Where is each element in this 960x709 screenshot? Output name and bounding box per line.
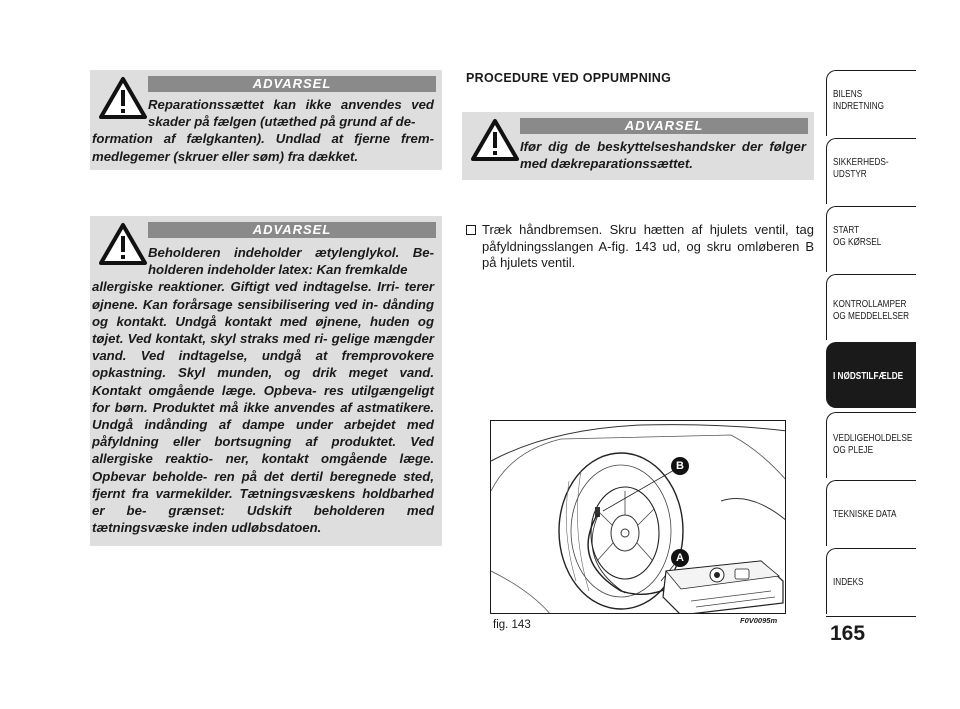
- tab-label: OG KØRSEL: [833, 237, 882, 248]
- tab-label: OG MEDDELELSER: [833, 311, 910, 322]
- tab-start-og-korsel[interactable]: [826, 206, 916, 272]
- tab-label: VEDLIGEHOLDELSE: [833, 433, 913, 444]
- checkbox-bullet-icon: [466, 225, 476, 235]
- section-title: PROCEDURE VED OPPUMPNING: [466, 71, 672, 85]
- warning-body: allergiske reaktioner. Giftigt ved indtagelse. Irri- terer øjnene. Kan forårsage sensibilisering ved in- dånding og kontakt. Undgå kontakt med øjnene, huden og tøjet. Ved kontakt, skyl straks med ri- gelige mængder vand. Ved indtagelse, undgå at fremprovokere opkastning. Skyl munden, og drik meget vand. Kontakt omgående læge. Opbeva- res utilgængeligt for børn. Produktet må ikke anvendes af astmatikere. Undgå indånding af dampe under arbejdet med påfyldning eller bortsugning af produktet. Ved allergiske reaktio- ner, kontakt omgående læge. Opbevar beholde- ren på det dertil beregnede sted, fjernt fra varmekilder. Tætningsvæskens holdbarhed er be- grænset: Udskift beholderen med tætningsvæske inden udløbsdatoen.: [92, 279, 434, 536]
- warning-lead: Ifør dig de beskyttelseshandsker der følger med dækreparationssættet.: [520, 139, 806, 172]
- tabs-bottom-rule: [826, 616, 916, 617]
- callout-a: [671, 549, 689, 567]
- warning-text: [90, 96, 434, 165]
- tab-label: OG PLEJE: [833, 445, 874, 456]
- tab-label: INDRETNING: [833, 101, 885, 112]
- warning-heading: ADVARSEL: [148, 76, 436, 92]
- tab-label: INDEKS: [833, 577, 864, 588]
- tab-kontrollamper[interactable]: [826, 274, 916, 340]
- callout-a-label: A: [676, 552, 684, 564]
- tyre-compressor-illustration: [491, 421, 786, 614]
- warning-heading: ADVARSEL: [520, 118, 808, 134]
- tab-label: I NØDSTILFÆLDE: [833, 371, 904, 382]
- tab-sikkerhedsudstyr[interactable]: [826, 138, 916, 204]
- warning-text: [520, 138, 806, 172]
- tab-label: SIKKERHEDS-: [833, 157, 889, 168]
- warning-lead: Reparationssættet kan ikke anvendes ved skader på fælgen (utæthed på grund af de-: [148, 97, 434, 130]
- tab-label: TEKNISKE DATA: [833, 509, 897, 520]
- warning-box-2: [90, 216, 442, 546]
- tab-label: START: [833, 225, 860, 236]
- figure-code: F0V0095m: [740, 616, 778, 625]
- tab-label: KONTROLLAMPER: [833, 299, 907, 310]
- warning-heading: ADVARSEL: [148, 222, 436, 238]
- page-number: 165: [830, 622, 866, 645]
- callout-b: [671, 457, 689, 475]
- warning-box-3: [462, 112, 814, 180]
- tab-vedligeholdelse[interactable]: [826, 412, 916, 478]
- tab-i-nodstilfaelde[interactable]: [826, 342, 916, 408]
- warning-box-1: [90, 70, 442, 170]
- callout-b-label: B: [676, 460, 684, 472]
- figure-143: [490, 420, 786, 614]
- tab-label: UDSTYR: [833, 169, 867, 180]
- figure-caption: fig. 143: [493, 619, 531, 631]
- procedure-step-text: Træk håndbremsen. Skru hætten af hjulets ventil, tag påfyldningsslangen A-fig. 143 ud, og skru omløberen B på hjulets ventil.: [482, 222, 814, 270]
- tab-indeks[interactable]: [826, 548, 916, 614]
- procedure-step: [466, 222, 814, 272]
- warning-lead: Beholderen indeholder ætylenglykol. Be- holderen indeholder latex: Kan fremkalde: [148, 245, 434, 278]
- warning-body: formation af fælgkanten). Undlad at fjerne frem- medlegemer (skruer eller søm) fra dækket.: [92, 131, 434, 164]
- tab-tekniske-data[interactable]: [826, 480, 916, 546]
- warning-triangle-icon: [470, 118, 520, 162]
- warning-text: [90, 244, 434, 536]
- tab-label: BILENS: [833, 89, 863, 100]
- tab-bilens-indretning[interactable]: [826, 70, 916, 136]
